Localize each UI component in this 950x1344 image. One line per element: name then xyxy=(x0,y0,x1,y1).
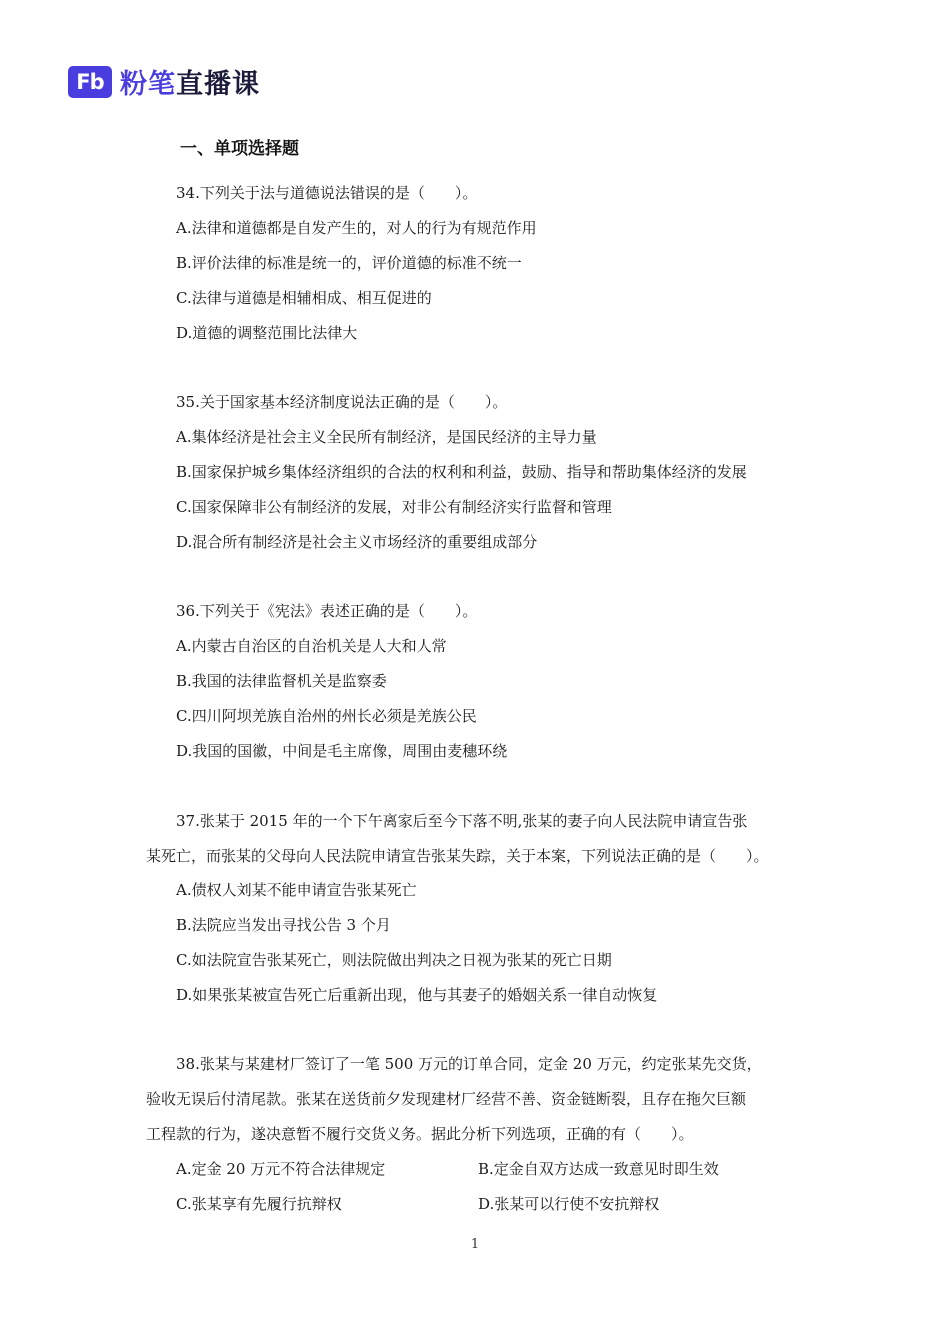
question-38-option-c: C.张某享有先履行抗辩权 xyxy=(176,1195,342,1213)
question-36-option-d: D.我国的国徽，中间是毛主席像，周围由麦穗环绕 xyxy=(176,742,508,760)
question-37-stem-line-1: 37.张某于 2015 年的一个下午离家后至今下落不明,张某的妻子向人民法院申请宣告张 xyxy=(176,812,748,830)
question-37-option-a: A.债权人刘某不能申请宣告张某死亡 xyxy=(176,881,417,899)
question-38-stem-line-2: 验收无误后付清尾款。张某在送货前夕发现建材厂经营不善、资金链断裂，且存在拖欠巨额 xyxy=(146,1090,747,1108)
question-37-option-b: B.法院应当发出寻找公告 3 个月 xyxy=(176,916,391,934)
section-heading: 一、单项选择题 xyxy=(180,139,299,159)
page-number: 1 xyxy=(470,1237,480,1252)
question-34-stem: 34.下列关于法与道德说法错误的是（ ）。 xyxy=(176,184,478,202)
question-35-option-d: D.混合所有制经济是社会主义市场经济的重要组成部分 xyxy=(176,533,538,551)
question-38-option-d: D.张某可以行使不安抗辩权 xyxy=(478,1195,660,1213)
question-36-option-c: C.四川阿坝羌族自治州的州长必须是羌族公民 xyxy=(176,707,477,725)
question-35-option-c: C.国家保障非公有制经济的发展，对非公有制经济实行监督和管理 xyxy=(176,498,612,516)
fb-logo-icon: Fb xyxy=(68,66,112,98)
question-38-stem-line-1: 38.张某与某建材厂签订了一笔 500 万元的订单合同，定金 20 万元，约定张某先交货， xyxy=(176,1055,762,1073)
question-35-option-a: A.集体经济是社会主义全民所有制经济，是国民经济的主导力量 xyxy=(176,428,597,446)
question-35-option-b: B.国家保护城乡集体经济组织的合法的权利和利益，鼓励、指导和帮助集体经济的发展 xyxy=(176,463,747,481)
question-38-option-b: B.定金自双方达成一致意见时即生效 xyxy=(478,1160,719,1178)
question-37-option-c: C.如法院宣告张某死亡，则法院做出判决之日视为张某的死亡日期 xyxy=(176,951,612,969)
question-36-stem: 36.下列关于《宪法》表述正确的是（ ）。 xyxy=(176,602,478,620)
brand-logo xyxy=(68,62,260,101)
question-34-option-d: D.道德的调整范围比法律大 xyxy=(176,324,358,342)
question-34-option-a: A.法律和道德都是自发产生的，对人的行为有规范作用 xyxy=(176,219,537,237)
brand-wordmark xyxy=(120,62,260,101)
question-35-stem: 35.关于国家基本经济制度说法正确的是（ ）。 xyxy=(176,393,508,411)
question-38-stem-line-3: 工程款的行为，遂决意暂不履行交货义务。据此分析下列选项，正确的有（ ）。 xyxy=(146,1125,694,1143)
question-36-option-a: A.内蒙古自治区的自治机关是人大和人常 xyxy=(176,637,447,655)
question-37-option-d: D.如果张某被宣告死亡后重新出现，他与其妻子的婚姻关系一律自动恢复 xyxy=(176,986,658,1004)
question-34-option-c: C.法律与道德是相辅相成、相互促进的 xyxy=(176,289,432,307)
brand-name: 粉笔 xyxy=(120,69,176,100)
question-37-stem-line-2: 某死亡，而张某的父母向人民法院申请宣告张某失踪，关于本案，下列说法正确的是（ ）。 xyxy=(146,847,769,865)
question-38-option-a: A.定金 20 万元不符合法律规定 xyxy=(176,1160,386,1178)
question-34-option-b: B.评价法律的标准是统一的，评价道德的标准不统一 xyxy=(176,254,522,272)
question-36-option-b: B.我国的法律监督机关是监察委 xyxy=(176,672,387,690)
brand-suffix: 直播课 xyxy=(176,69,260,100)
